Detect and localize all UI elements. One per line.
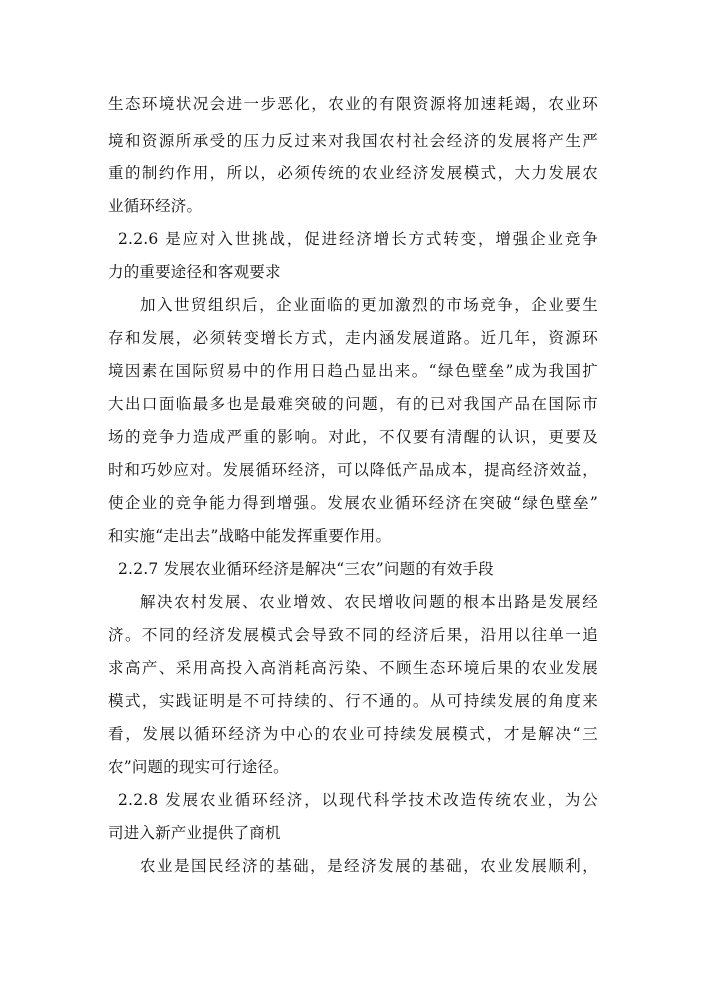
text-line: 农”问题的现实可行途径。 xyxy=(108,758,289,776)
text-line: 济。不同的经济发展模式会导致不同的经济后果，沿用以往单一追 xyxy=(108,626,598,644)
section-heading-continuation: 司进入新产业提供了商机 xyxy=(108,824,281,842)
text-line: 看，发展以循环经济为中心的农业可持续发展模式，才是解决“三 xyxy=(108,725,598,743)
section-heading-continuation: 力的重要途径和客观要求 xyxy=(108,263,281,281)
text-line: 境因素在国际贸易中的作用日趋凸显出来。“绿色壁垒”成为我国扩 xyxy=(108,362,598,380)
section-heading-2-2-7: 2.2.7 发展农业循环经济是解决“三农”问题的有效手段 xyxy=(118,560,494,578)
paragraph-first-line: 加入世贸组织后，企业面临的更加激烈的市场竞争，企业要生 xyxy=(140,296,598,314)
text-line: 求高产、采用高投入高消耗高污染、不顾生态环境后果的农业发展 xyxy=(108,659,598,677)
text-line: 重的制约作用，所以，必须传统的农业经济发展模式，大力发展农 xyxy=(108,164,598,182)
text-line: 大出口面临最多也是最难突破的问题，有的已对我国产品在国际市 xyxy=(108,395,598,413)
text-line: 模式，实践证明是不可持续的、行不通的。从可持续发展的角度来 xyxy=(108,692,598,710)
text-line: 存和发展，必须转变增长方式，走内涵发展道路。近几年，资源环 xyxy=(108,329,598,347)
text-line: 境和资源所承受的压力反过来对我国农村社会经济的发展将产生严 xyxy=(108,132,598,150)
text-line: 生态环境状况会进一步恶化，农业的有限资源将加速耗竭，农业环 xyxy=(108,95,598,113)
section-heading-2-2-6: 2.2.6 是应对入世挑战，促进经济增长方式转变，增强企业竞争 xyxy=(118,230,598,248)
text-line: 使企业的竞争能力得到增强。发展农业循环经济在突破“绿色壁垒” xyxy=(108,494,598,512)
text-line: 业循环经济。 xyxy=(108,197,203,215)
section-heading-2-2-8: 2.2.8 发展农业循环经济，以现代科学技术改造传统农业，为公 xyxy=(118,791,598,809)
paragraph-first-line: 农业是国民经济的基础，是经济发展的基础，农业发展顺利， xyxy=(140,857,598,875)
paragraph-first-line: 解决农村发展、农业增效、农民增收问题的根本出路是发展经 xyxy=(140,593,598,611)
text-line: 和实施“走出去”战略中能发挥重要作用。 xyxy=(108,527,392,545)
text-line: 场的竞争力造成严重的影响。对此，不仅要有清醒的认识，更要及 xyxy=(108,428,598,446)
text-line: 时和巧妙应对。发展循环经济，可以降低产品成本，提高经济效益， xyxy=(108,461,598,479)
